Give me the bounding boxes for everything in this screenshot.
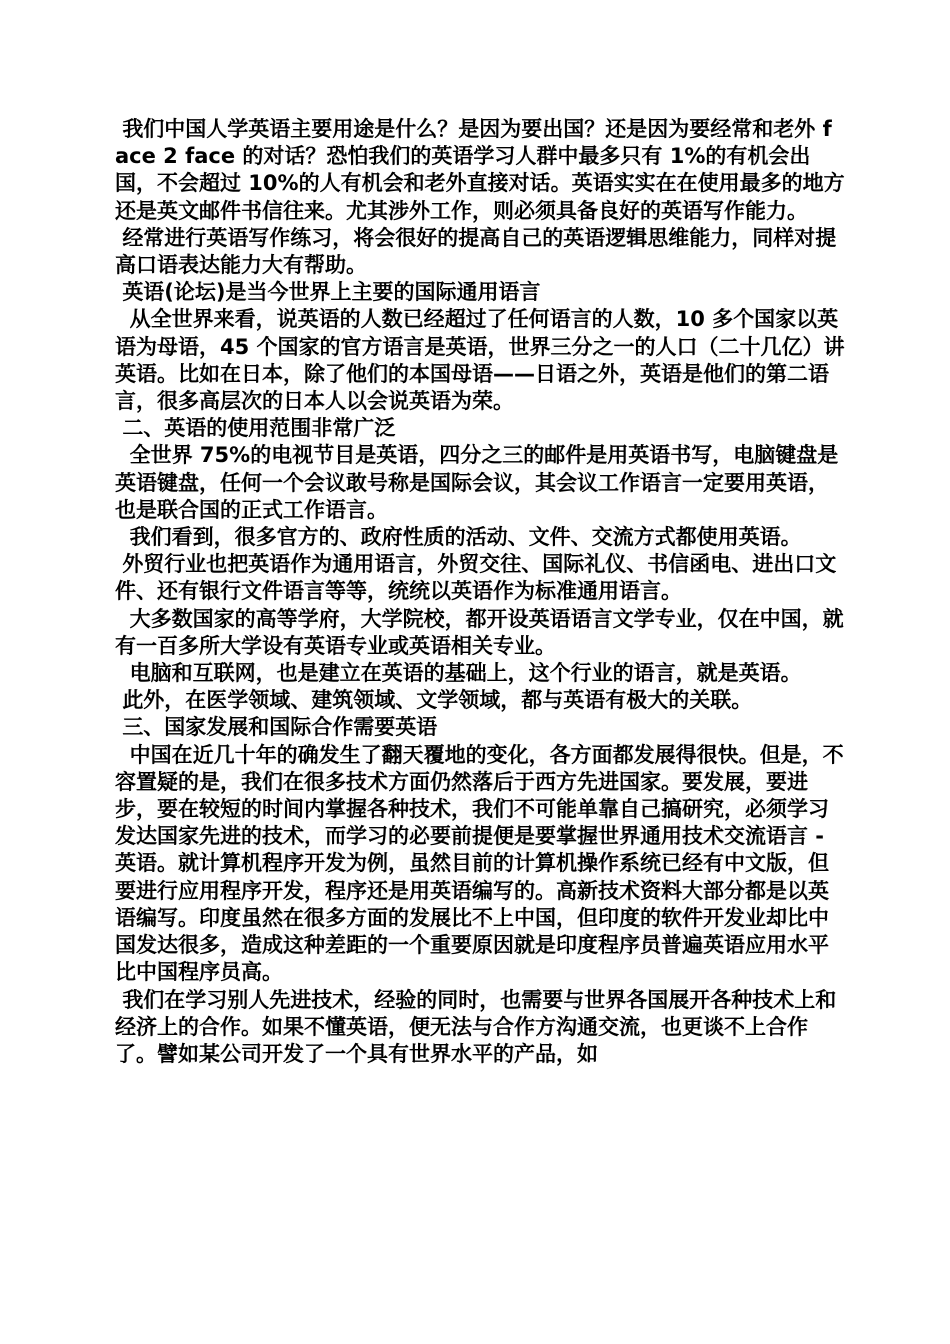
paragraph-universities: 大多数国家的高等学府，大学院校，都开设英语语言文学专业，仅在中国，就有一百多所大学设有英语专业或英语相关专业。 bbox=[115, 606, 844, 658]
paragraph-speakers-worldwide: 从全世界来看，说英语的人数已经超过了任何语言的人数，10 多个国家以英语为母语，45 个国家的官方语言是英语，世界三分之一的人口（二十几亿）讲英语。比如在日本，除了他们的本国母语——日语之外，英语是他们的第二语言，很多高层次的日本人以会说英语为荣。 bbox=[115, 307, 845, 414]
document-body bbox=[115, 116, 845, 1068]
heading-section-two: 二、英语的使用范围非常广泛 bbox=[115, 416, 396, 441]
paragraph-official-usage: 我们看到，很多官方的、政府性质的活动、文件、交流方式都使用英语。 bbox=[115, 525, 802, 550]
paragraph-other-fields: 此外，在医学领域、建筑领域、文学领域，都与英语有极大的关联。 bbox=[115, 688, 753, 713]
paragraph-foreign-trade: 外贸行业也把英语作为通用语言，外贸交往、国际礼仪、书信函电、进出口文件、还有银行文件语言等等，统统以英语作为标准通用语言。 bbox=[115, 552, 837, 604]
paragraph-intro: 我们中国人学英语主要用途是什么？是因为要出国？还是因为要经常和老外 face 2 face 的对话？恐怕我们的英语学习人群中最多只有 1%的有机会出国，不会超过 10%的人有机会和老外直接对话。英语实实在在使用最多的地方还是英文邮件书信往来。尤其涉外工作，则必须具备良好的英语写作能力。 bbox=[115, 117, 845, 223]
heading-section-three: 三、国家发展和国际合作需要英语 bbox=[115, 715, 438, 740]
paragraph-national-development: 中国在近几十年的确发生了翻天覆地的变化，各方面都发展得很快。但是，不容置疑的是，我们在很多技术方面仍然落后于西方先进国家。要发展，要进步，要在较短的时间内掌握各种技术，我们不可能单靠自己搞研究，必须学习发达国家先进的技术，而学习的必要前提便是要掌握世界通用技术交流语言 - 英语。就计算机程序开发为例，虽然目前的计算机操作系统已经有中文版，但要进行应用程序开发，程序还是用英语编写的。高新技术资料大部分都是以英语编写。印度虽然在很多方面的发展比不上中国，但印度的软件开发业却比中国发达很多，造成这种差距的一个重要原因就是印度程序员普遍英语应用水平比中国程序员高。 bbox=[115, 742, 844, 985]
paragraph-writing-practice: 经常进行英语写作练习，将会很好的提高自己的英语逻辑思维能力，同样对提高口语表达能力大有帮助。 bbox=[115, 225, 837, 278]
paragraph-international-cooperation: 我们在学习别人先进技术，经验的同时，也需要与世界各国展开各种技术上和经济上的合作。如果不懂英语，便无法与合作方沟通交流，也更谈不上合作了。譬如某公司开发了一个具有世界水平的产品，如 bbox=[115, 987, 837, 1066]
paragraph-usage-scope: 全世界 75%的电视节目是英语，四分之三的邮件是用英语书写，电脑键盘是英语键盘，任何一个会议敢号称是国际会议，其会议工作语言一定要用英语，也是联合国的正式工作语言。 bbox=[115, 443, 839, 522]
heading-international-language: 英语(论坛)是当今世界上主要的国际通用语言 bbox=[115, 280, 541, 305]
paragraph-internet: 电脑和互联网，也是建立在英语的基础上，这个行业的语言，就是英语。 bbox=[115, 661, 802, 686]
